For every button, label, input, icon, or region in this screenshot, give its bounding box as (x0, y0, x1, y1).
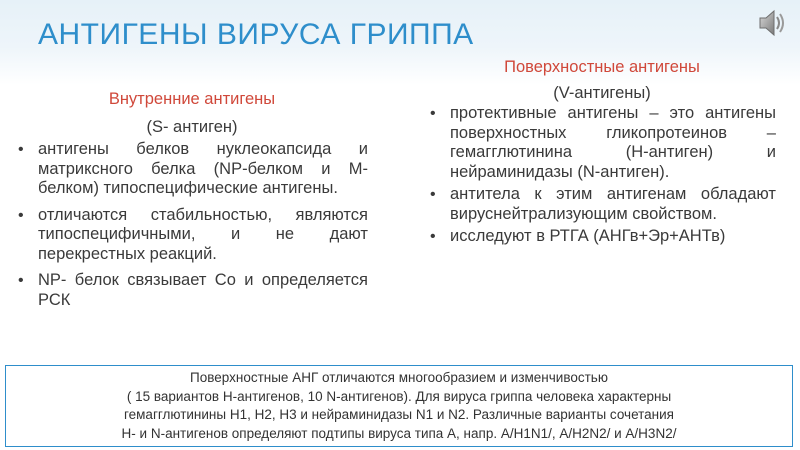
list-item-text: антитела к этим антигенам обладают вируснейтрализующим свойством. (450, 185, 776, 223)
page-title: АНТИГЕНЫ ВИРУСА ГРИППА (38, 18, 474, 51)
bullet-icon: • (18, 272, 24, 289)
internal-antigens-column (16, 88, 368, 317)
list-item-text: исследуют в РТГА (АНГв+Эр+АНТв) (450, 227, 726, 245)
bullet-icon: • (18, 206, 24, 224)
surface-antigens-heading: Поверхностные антигены (504, 58, 700, 76)
list-item-text: отличаются стабильностью, являются типоспецифичными, и не дают перекрестных реакций. (38, 205, 368, 263)
list-item (16, 206, 368, 265)
list-item-text: NP- белок связывает Со и определяется РСК (38, 271, 368, 309)
note-box (5, 365, 793, 447)
internal-antigens-heading: Внутренние антигены (108, 90, 276, 108)
list-item-text: протективные антигены – это антигены поверхностных гликопротеинов – гемагглютинина (Н-антиген) и нейраминидазы (N-антиген). (450, 104, 776, 181)
surface-antigens-column (428, 56, 776, 250)
bullet-icon: • (430, 105, 436, 122)
note-line: гемагглютинины Н1, Н2, Н3 и нейраминидазы N1 и N2. Различные варианты сочетания (124, 407, 674, 422)
list-item (428, 104, 776, 182)
internal-antigens-list (16, 140, 368, 310)
speaker-icon[interactable] (756, 6, 790, 40)
bullet-icon: • (430, 186, 436, 203)
list-item (16, 140, 368, 199)
surface-antigens-list (428, 104, 776, 247)
list-item (428, 227, 776, 247)
list-item-text: антигены белков нуклеокапсида и матриксного белка (NP-белком и М-белком) типоспецифические антигены. (38, 140, 368, 197)
bullet-icon: • (18, 141, 24, 158)
list-item (16, 271, 368, 310)
surface-antigens-subheading: (V-антигены) (553, 84, 651, 102)
note-line: Поверхностные АНГ отличаются многообразием и изменчивостью (190, 370, 608, 385)
note-line: ( 15 вариантов Н-антигенов, 10 N-антигенов). Для вируса гриппа человека характерны (126, 388, 672, 404)
internal-antigens-subheading: (S- антиген) (146, 118, 238, 136)
note-line: Н- и N-антигенов определяют подтипы вируса типа А, напр. А/Н1N1/, А/Н2N2/ и А/Н3N2/ (121, 425, 677, 441)
bullet-icon: • (430, 228, 436, 245)
list-item (428, 185, 776, 224)
